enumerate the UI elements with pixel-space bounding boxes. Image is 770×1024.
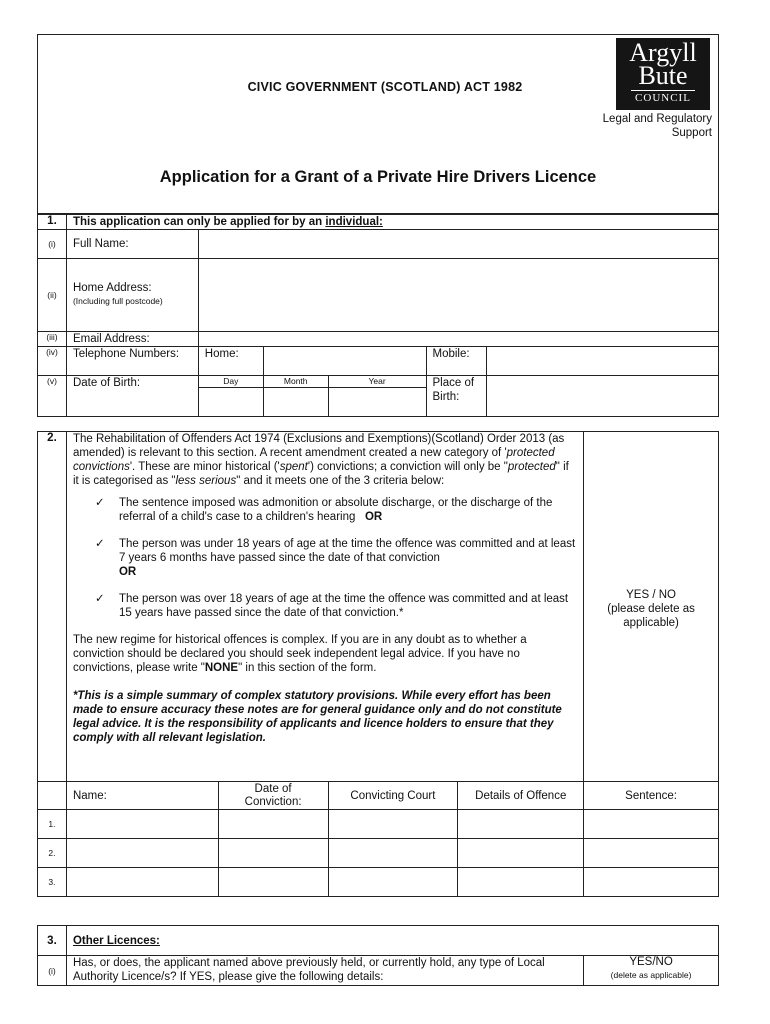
rehabilitation-intro — [73, 432, 577, 488]
table-row — [38, 868, 719, 897]
department-line-1: Legal and Regulatory — [602, 113, 712, 125]
criterion-3 — [95, 592, 577, 620]
row-num-i: (i) — [38, 956, 67, 986]
conviction-name-field[interactable] — [66, 839, 218, 868]
criterion-2-text: The person was under 18 years of age at the time the offence was committed and at least 7 years 6 months have passed since the date of that conviction — [118, 538, 576, 564]
logo-line-1: Argyll — [629, 38, 697, 67]
col-date: Date of Conviction: — [218, 782, 328, 810]
section-3-table — [37, 925, 719, 986]
intro-part-1: The Rehabilitation of Offenders Act 1974 (Exclusions and Exemptions)(Scotland) Order 2013 (as amended) is relevant to this section. A recent amendment created a new category of ' — [72, 433, 565, 459]
logo-line-2: Bute — [638, 61, 688, 90]
home-address-label — [66, 259, 198, 332]
convictions-yes-no[interactable] — [584, 432, 719, 782]
place-of-birth-field[interactable] — [487, 376, 719, 417]
conviction-details-field[interactable] — [458, 810, 584, 839]
email-label: Email Address: — [66, 332, 198, 347]
section-2-text — [66, 432, 583, 782]
section-2-table — [37, 431, 719, 897]
conviction-date-field[interactable] — [218, 868, 328, 897]
act-title: CIVIC GOVERNMENT (SCOTLAND) ACT 1982 — [247, 80, 523, 94]
section-3-number: 3. — [38, 926, 67, 956]
yes-no-note: (please delete as applicable) — [607, 602, 695, 629]
home-phone-field[interactable] — [263, 347, 426, 376]
row-num-iii: (iii) — [38, 332, 67, 347]
criterion-1-text: The sentence imposed was admonition or absolute discharge, or the discharge of the referral of a child's case to a children's hearing — [118, 497, 553, 523]
tick-icon: ✓ — [94, 497, 105, 509]
dob-year-label: Year — [328, 376, 426, 388]
col-name: Name: — [66, 782, 218, 810]
conviction-details-field[interactable] — [458, 839, 584, 868]
section-3-heading: Other Licences: — [66, 926, 718, 956]
full-name-field[interactable] — [198, 230, 718, 259]
department-line-2: Support — [671, 127, 712, 139]
dob-month-field[interactable] — [263, 388, 328, 417]
form-title: Application for a Grant of a Private Hire Drivers Licence — [159, 168, 597, 186]
department-name — [552, 112, 712, 140]
conviction-sentence-field[interactable] — [584, 868, 719, 897]
section-1-heading-underlined: individual: — [325, 216, 383, 228]
intro-em-1: protected convictions — [72, 447, 555, 473]
row-num-iv: (iv) — [38, 347, 67, 376]
other-licences-yes-no[interactable] — [584, 956, 719, 986]
table-row — [38, 810, 719, 839]
home-address-note: (Including full postcode) — [72, 296, 163, 306]
conviction-name-field[interactable] — [66, 868, 218, 897]
conviction-court-field[interactable] — [328, 868, 458, 897]
intro-part-2: '. These are minor historical (' — [129, 461, 280, 473]
other-licences-question: Has, or does, the applicant named above previously held, or currently hold, any type of Local Authority Licence/s? If YES, please give the following details: — [66, 956, 583, 986]
regime-note — [73, 633, 577, 675]
mobile-phone-label: Mobile: — [426, 347, 487, 376]
mobile-phone-field[interactable] — [487, 347, 719, 376]
col-sentence: Sentence: — [584, 782, 719, 810]
dob-day-label: Day — [198, 376, 263, 388]
conviction-row-num: 1. — [38, 810, 67, 839]
conviction-row-num: 3. — [38, 868, 67, 897]
section-1-number: 1. — [38, 215, 67, 230]
statutory-summary: *This is a simple summary of complex statutory provisions. While every effort has been made to ensure accuracy these notes are for general guidance only and do not constitute legal advice. It is the responsibility of applicants and licence holders to ensure that they comply with all relevant legislation. — [72, 690, 562, 744]
council-logo — [616, 38, 710, 110]
conviction-header-blank — [38, 782, 67, 810]
tick-icon: ✓ — [94, 538, 105, 550]
tick-icon: ✓ — [94, 593, 105, 605]
section-1-table — [37, 214, 719, 417]
full-name-label: Full Name: — [66, 230, 198, 259]
regime-text-2: " in this section of the form. — [238, 662, 377, 674]
intro-part-3: ') convictions; a conviction will only be " — [307, 461, 508, 473]
row-num-i: (i) — [38, 230, 67, 259]
col-details: Details of Offence — [458, 782, 584, 810]
row-num-v: (v) — [38, 376, 67, 417]
conviction-date-field[interactable] — [218, 839, 328, 868]
section-1-heading-text: This application can only be applied for by an — [72, 216, 326, 228]
dob-month-label: Month — [263, 376, 328, 388]
section-1-heading — [66, 215, 718, 230]
yes-no-note: (delete as applicable) — [610, 970, 692, 980]
intro-part-5: " and it meets one of the 3 criteria below: — [236, 475, 445, 487]
criterion-1-or: OR — [364, 511, 383, 523]
home-address-label-text: Home Address: — [72, 282, 152, 294]
conviction-sentence-field[interactable] — [584, 810, 719, 839]
home-phone-label: Home: — [198, 347, 263, 376]
conviction-sentence-field[interactable] — [584, 839, 719, 868]
email-field[interactable] — [198, 332, 718, 347]
row-num-ii: (ii) — [38, 259, 67, 332]
dob-year-field[interactable] — [328, 388, 426, 417]
conviction-date-field[interactable] — [218, 810, 328, 839]
intro-part-4: " if it is categorised as " — [72, 461, 569, 487]
telephone-label: Telephone Numbers: — [66, 347, 198, 376]
intro-em-3: protected — [507, 461, 556, 473]
dob-label: Date of Birth: — [66, 376, 198, 417]
criterion-2 — [95, 537, 577, 579]
intro-em-4: less serious — [175, 475, 237, 487]
conviction-court-field[interactable] — [328, 810, 458, 839]
regime-text-1: The new regime for historical offences is complex. If you are in any doubt as to whether a conviction should be declared you should seek independent legal advice. If you have no convictions, please write " — [72, 634, 527, 674]
criterion-2-or: OR — [118, 566, 137, 578]
conviction-court-field[interactable] — [328, 839, 458, 868]
conviction-name-field[interactable] — [66, 810, 218, 839]
yes-no-label: YES / NO — [626, 588, 676, 601]
criterion-3-text: The person was over 18 years of age at the time the offence was committed and at least 15 years have passed since the date of that conviction.* — [118, 593, 569, 619]
section-2-number: 2. — [38, 432, 67, 782]
criterion-1 — [95, 496, 577, 524]
regime-none: NONE — [204, 662, 239, 674]
home-address-field[interactable] — [198, 259, 718, 332]
yes-no-label: YES/NO — [629, 956, 673, 968]
logo-line-3: COUNCIL — [631, 90, 695, 104]
dob-day-field[interactable] — [198, 388, 263, 417]
intro-em-2: spent — [279, 461, 308, 473]
conviction-row-num: 2. — [38, 839, 67, 868]
col-court: Convicting Court — [328, 782, 458, 810]
conviction-details-field[interactable] — [458, 868, 584, 897]
place-of-birth-label: Place of Birth: — [426, 376, 487, 417]
table-row — [38, 839, 719, 868]
